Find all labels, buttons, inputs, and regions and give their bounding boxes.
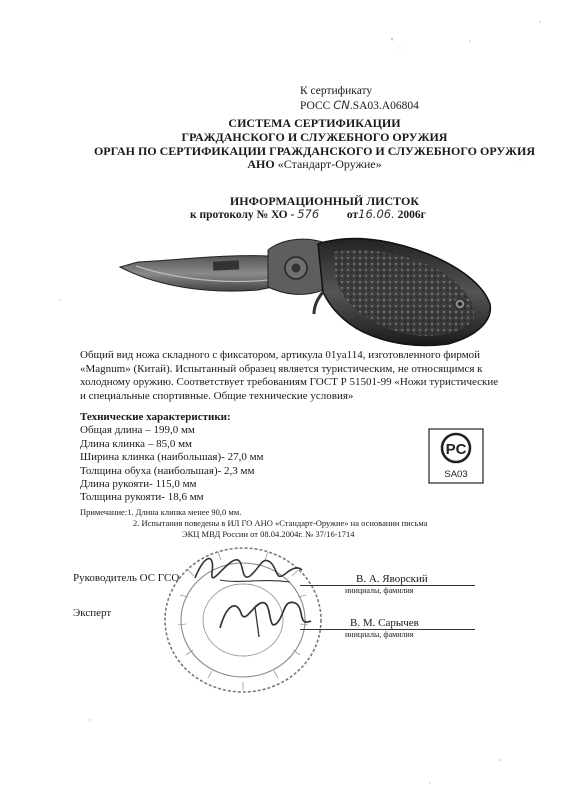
cert-ref-suffix: .SA03.A06804 (349, 100, 419, 112)
conformity-mark (428, 428, 484, 484)
certificate-reference (300, 84, 419, 113)
expert-name: В. М. Сарычев (350, 617, 419, 629)
lead-name: В. А. Яворский (356, 573, 428, 585)
spec-item: Толщина рукояти- 18,6 мм (80, 491, 204, 504)
expert-signature (215, 593, 315, 641)
header-org-name: «Стандарт-Оружие» (277, 157, 382, 171)
cert-ref-label: К сертификату (300, 85, 373, 97)
header-line-1: СИСТЕМА СЕРТИФИКАЦИИ (228, 116, 401, 130)
mark-code: SA03 (444, 469, 468, 480)
header-ano: АНО (247, 157, 275, 171)
knife-description: Общий вид ножа складного с фиксатором, артикула 01уа114, изготовленного фирмой «Magnum» (Китай). Испытанный образец является туристическим, не относящимся к холодному оружию. Соответствует требованиям ГОСТ Р 51501-99 «Ножи туристические и специальные спортивные. Общие технические условия» (80, 349, 499, 402)
protocol-number: 576 (297, 207, 320, 221)
header-line-3: ОРГАН ПО СЕРТИФИКАЦИИ ГРАЖДАНСКОГО И СЛУЖЕБНОГО ОРУЖИЯ (93, 144, 536, 158)
spec-item: Длина клинка – 85,0 мм (80, 437, 192, 450)
lead-caption: инициалы, фамилия (345, 586, 414, 595)
notes-block (80, 507, 427, 540)
date-handwritten: 16.06. (358, 207, 395, 221)
expert-caption: инициалы, фамилия (345, 630, 414, 639)
specs-header: Технические характеристики: (80, 411, 231, 423)
header-line-4 (30, 157, 569, 172)
note-line-3: ЭКЦ МВД России от 08.04.2004г. № 37/16-1714 (182, 529, 355, 539)
cert-ref-number (300, 98, 419, 113)
note-line-2: 2. Испытания поведены в ИЛ ГО АНО «Стандарт-Оружие» на основании письма (133, 518, 428, 528)
cert-ref-handwritten: CN (333, 98, 350, 112)
spec-item: Длина рукояти- 115,0 мм (80, 478, 197, 491)
date-year: 2006г (397, 209, 426, 221)
knife-photo (118, 232, 498, 350)
date-prefix: от (346, 209, 359, 221)
note-line-1: Примечание:1. Длина клинка менее 90,0 мм. (80, 507, 242, 517)
lead-label: Руководитель ОС ГСО (73, 572, 180, 584)
technical-specs (80, 411, 264, 505)
spec-item: Толщина обуха (наибольшая)- 2,3 мм (80, 464, 255, 477)
spec-item: Ширина клинка (наибольшая)- 27,0 мм (80, 451, 264, 464)
spec-item: Общая длина – 199,0 мм (80, 424, 195, 437)
expert-label: Эксперт (73, 607, 112, 619)
lead-signature (190, 548, 305, 593)
protocol-line (190, 207, 426, 221)
cert-ref-prefix: РОСС (300, 100, 331, 112)
mark-letters: PC (445, 441, 467, 458)
protocol-prefix: к протоколу № ХО - (190, 209, 295, 221)
info-sheet-title: ИНФОРМАЦИОННЫЙ ЛИСТОК (229, 194, 420, 208)
header-line-2: ГРАЖДАНСКОГО И СЛУЖЕБНОГО ОРУЖИЯ (181, 130, 448, 144)
